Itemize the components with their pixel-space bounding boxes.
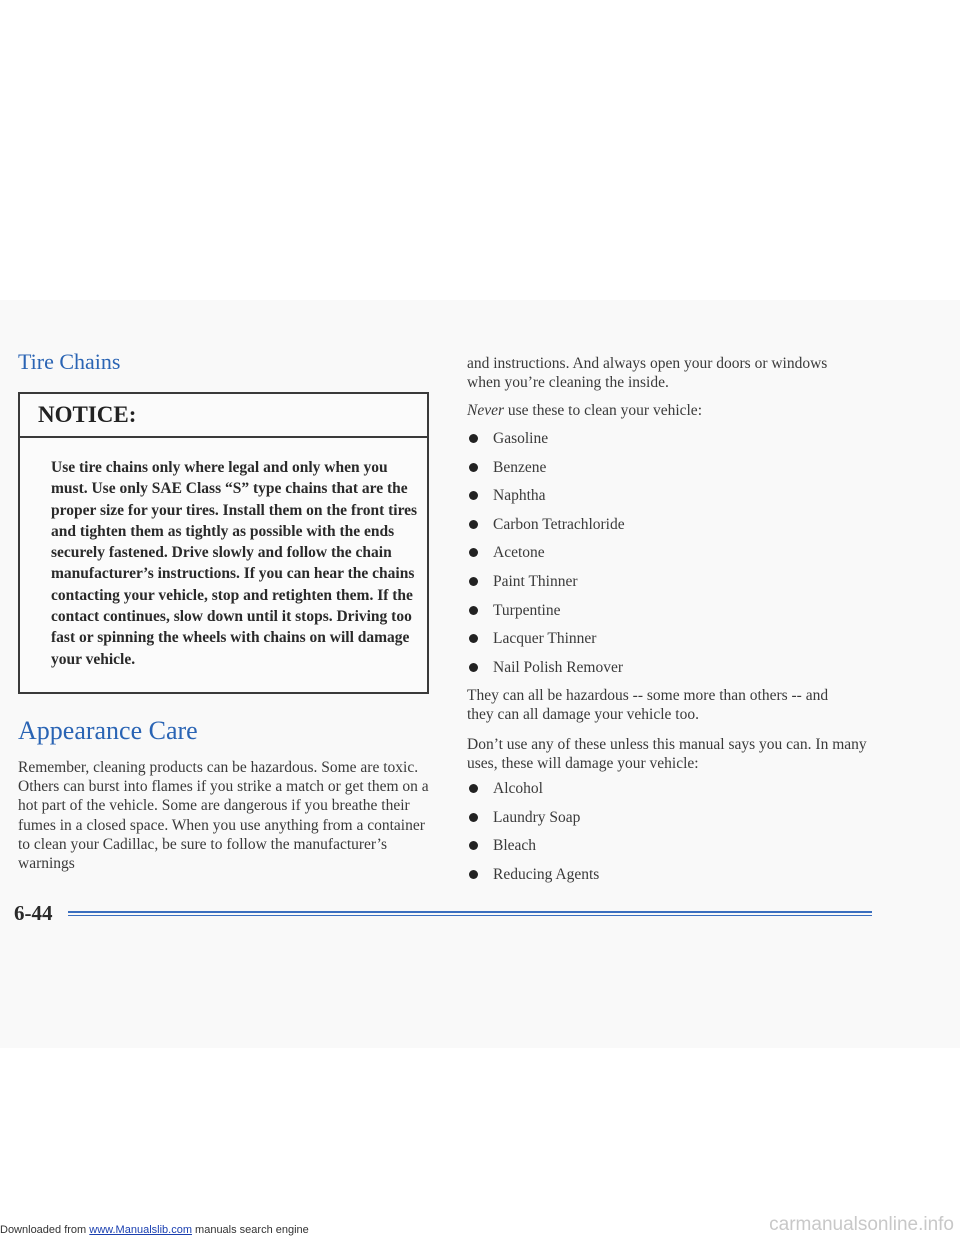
bullet-icon xyxy=(469,606,478,615)
bullet-icon xyxy=(469,784,478,793)
hazard-paragraph: They can all be hazardous -- some more than others -- and they can all damage your vehicle too. xyxy=(467,687,829,724)
manualslib-link[interactable]: www.Manualslib.com xyxy=(89,1224,192,1236)
bullet-icon xyxy=(469,577,478,586)
watermark-text: carmanualsonline.info xyxy=(769,1214,954,1235)
list-item-label: Gasoline xyxy=(493,430,549,447)
page-number: 6-44 xyxy=(14,901,53,925)
list-item xyxy=(467,659,625,688)
notice-box xyxy=(18,392,429,694)
notice-heading: NOTICE: xyxy=(20,394,427,438)
list-item xyxy=(467,487,625,516)
list-item-label: Nail Polish Remover xyxy=(493,658,624,676)
bullet-icon xyxy=(469,434,478,443)
list-item xyxy=(467,573,625,602)
list-item-label: Reducing Agents xyxy=(493,865,600,883)
list-item xyxy=(467,430,625,459)
appearance-paragraph: Remember, cleaning products can be hazardous. Some are toxic. Others can burst into flames if you strike a match or get them on a hot part of the vehicle. Some are dangerous if you breathe their fumes in a closed space. When you use anything from a container to clean your Cadillac, be sure to follow the manufacturer’s warnings xyxy=(18,759,429,873)
download-footer xyxy=(0,1224,309,1236)
never-use-list xyxy=(467,430,625,687)
never-word: Never xyxy=(467,402,505,419)
list-item-label: Bleach xyxy=(493,837,537,855)
bullet-icon xyxy=(469,813,478,822)
never-intro-text: use these to clean your vehicle: xyxy=(504,402,702,419)
bullet-icon xyxy=(469,548,478,557)
never-intro xyxy=(467,401,847,420)
bullet-icon xyxy=(469,870,478,879)
bullet-icon xyxy=(469,491,478,500)
bullet-icon xyxy=(469,520,478,529)
list-item-label: Laundry Soap xyxy=(493,808,581,826)
list-item xyxy=(467,459,625,488)
bullet-icon xyxy=(469,634,478,643)
list-item-label: Naphtha xyxy=(493,487,546,505)
bullet-icon xyxy=(469,841,478,850)
list-item xyxy=(467,837,599,866)
continued-paragraph: and instructions. And always open your doors or windows when you’re cleaning the inside. xyxy=(467,355,828,392)
list-item xyxy=(467,602,625,631)
list-item xyxy=(467,780,599,809)
list-item xyxy=(467,809,599,838)
list-item-label: Carbon Tetrachloride xyxy=(493,515,625,533)
dont-use-paragraph: Don’t use any of these unless this manual says you can. In many uses, these will damage your vehicle: xyxy=(467,736,867,773)
footer-rule-thin xyxy=(68,915,872,916)
list-item xyxy=(467,866,599,895)
list-item-label: Turpentine xyxy=(493,601,561,619)
bullet-icon xyxy=(469,663,478,672)
list-item xyxy=(467,516,625,545)
list-item xyxy=(467,544,625,573)
bullet-icon xyxy=(469,463,478,472)
footer-prefix: Downloaded from xyxy=(0,1224,90,1236)
list-item-label: Paint Thinner xyxy=(493,572,578,590)
list-item-label: Alcohol xyxy=(493,780,543,797)
appearance-care-heading: Appearance Care xyxy=(18,716,198,745)
footer-rule xyxy=(68,911,872,913)
notice-text: Use tire chains only where legal and only when you must. Use only SAE Class “S” type chains that are the proper size for your tires. Install them on the front tires and tighten them as tightly as possible with the ends securely fastened. Drive slowly and follow the chain manufacturer’s instructions. If you can hear the chains contacting your vehicle, stop and retighten them. If the contact continues, slow down until it stops. Driving too fast or spinning the wheels with chains on will damage your vehicle. xyxy=(51,459,418,668)
list-item-label: Benzene xyxy=(493,458,547,476)
footer-suffix: manuals search engine xyxy=(191,1224,309,1236)
list-item xyxy=(467,630,625,659)
tire-chains-heading: Tire Chains xyxy=(18,349,121,374)
damage-list xyxy=(467,780,599,894)
list-item-label: Lacquer Thinner xyxy=(493,630,597,648)
list-item-label: Acetone xyxy=(493,544,545,562)
